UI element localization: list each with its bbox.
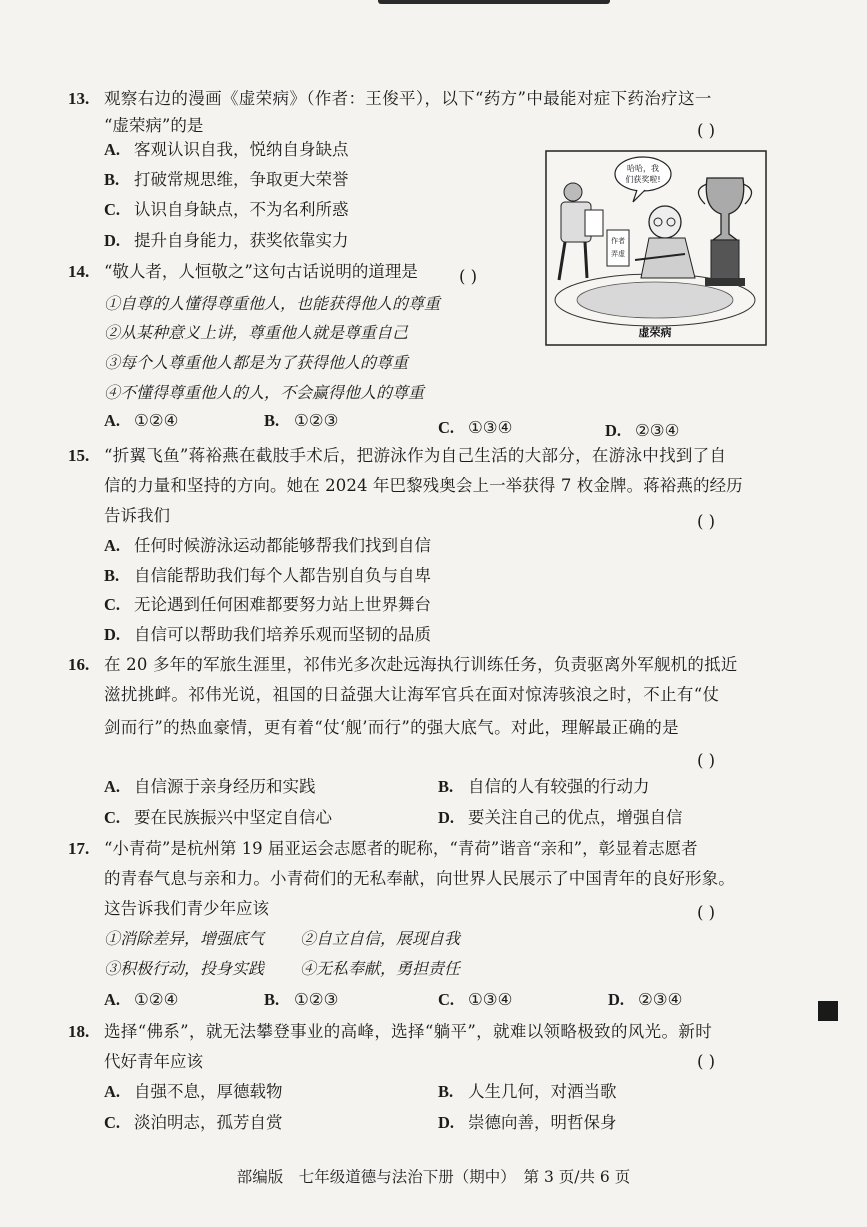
q15-option-c: C. 无论遇到任何困难都要努力站上世界舞台	[104, 595, 431, 614]
q14-option-d: D. ②③④	[605, 421, 680, 440]
q13-option-a: A. 客观认识自我，悦纳自身缺点	[104, 140, 349, 159]
q16-option-c: C. 要在民族振兴中坚定自信心	[104, 808, 332, 827]
q17-stem-line2: 的青春气息与亲和力。小青荷们的无私奉献，向世界人民展示了中国青年的良好形象。	[104, 869, 735, 888]
q14-statement-1: ①自尊的人懂得尊重他人，也能获得他人的尊重	[104, 294, 441, 313]
q16-answer-paren: ( )	[697, 751, 716, 770]
q18-stem-line2: 代好青年应该	[104, 1052, 203, 1071]
q14-stem: “敬人者，人恒敬之”这句古话说明的道理是	[104, 262, 418, 281]
q17-stem-line1: “小青荷”是杭州第 19 届亚运会志愿者的昵称，“青荷”谐音“亲和”，彰显着志愿者	[104, 839, 698, 858]
q17-statement-3: ③积极行动，投身实践	[104, 959, 265, 978]
cartoon-bubble-text-1: 哈哈，我	[627, 164, 659, 173]
q18-option-c: C. 淡泊明志，孤芳自赏	[104, 1113, 283, 1132]
q17-answer-paren: ( )	[697, 903, 716, 922]
q17-option-b: B. ①②③	[264, 990, 339, 1009]
q13-stem-line1: 观察右边的漫画《虚荣病》（作者：王俊平），以下“药方”中最能对症下药治疗这一	[104, 89, 712, 108]
q16-option-d: D. 要关注自己的优点，增强自信	[438, 808, 683, 827]
q18-option-b: B. 人生几何，对酒当歌	[438, 1082, 617, 1101]
cartoon-bubble-text-2: 们获奖啦!	[625, 175, 661, 184]
q17-statement-4: ④无私奉献，勇担责任	[300, 959, 461, 978]
cartoon-caption: 虚荣病	[638, 326, 672, 339]
q14-statement-3: ③每个人尊重他人都是为了获得他人的尊重	[104, 353, 409, 372]
q13-number: 13.	[68, 89, 90, 108]
q17-option-d: D. ②③④	[608, 990, 683, 1009]
q15-answer-paren: ( )	[697, 512, 716, 531]
cartoon-sign-text-1: 作者	[611, 237, 625, 245]
q17-statement-1: ①消除差异，增强底气	[104, 929, 265, 948]
q16-option-a: A. 自信源于亲身经历和实践	[104, 777, 316, 796]
page-top-edge	[378, 0, 610, 4]
q14-option-c: C. ①③④	[438, 418, 513, 437]
q17-statement-2: ②自立自信，展现自我	[300, 929, 461, 948]
q13-option-c: C. 认识自身缺点，不为名利所惑	[104, 200, 349, 219]
q13-answer-paren: ( )	[697, 121, 716, 140]
vanity-cartoon-illustration	[545, 150, 767, 346]
q16-stem-line3: 剑而行”的热血豪情，更有着“仗‘舰’而行”的强大底气。对此，理解最正确的是	[104, 718, 679, 737]
q18-option-a: A. 自强不息，厚德载物	[104, 1082, 283, 1101]
q18-number: 18.	[68, 1022, 90, 1041]
q14-number: 14.	[68, 262, 90, 281]
q14-statement-4: ④不懂得尊重他人的人，不会赢得他人的尊重	[104, 383, 425, 402]
q18-option-d: D. 崇德向善，明哲保身	[438, 1113, 617, 1132]
q14-answer-paren: ( )	[459, 267, 478, 286]
page-footer: 部编版 七年级道德与法治下册（期中） 第 3 页/共 6 页	[236, 1168, 631, 1186]
q15-stem-line1: “折翼飞鱼”蒋裕燕在截肢手术后，把游泳作为自己生活的大部分，在游泳中找到了自	[104, 446, 727, 465]
q14-statement-2: ②从某种意义上讲，尊重他人就是尊重自己	[104, 323, 409, 342]
q16-option-b: B. 自信的人有较强的行动力	[438, 777, 650, 796]
q17-option-a: A. ①②④	[104, 990, 179, 1009]
q13-stem-line2: “虚荣病”的是	[104, 116, 204, 135]
q15-option-a: A. 任何时候游泳运动都能够帮我们找到自信	[104, 536, 431, 555]
q16-stem-line1: 在 20 多年的军旅生涯里，祁伟光多次赴远海执行训练任务，负责驱离外军舰机的抵近	[104, 655, 738, 674]
q15-number: 15.	[68, 446, 90, 465]
q17-stem-line3: 这告诉我们青少年应该	[104, 899, 269, 918]
q18-answer-paren: ( )	[697, 1052, 716, 1071]
q17-option-c: C. ①③④	[438, 990, 513, 1009]
q18-stem-line1: 选择“佛系”，就无法攀登事业的高峰，选择“躺平”，就难以领略极致的风光。新时	[104, 1022, 713, 1041]
q14-option-a: A. ①②④	[104, 411, 179, 430]
q13-option-b: B. 打破常规思维，争取更大荣誉	[104, 170, 349, 189]
q15-stem-line3: 告诉我们	[104, 506, 170, 525]
q15-option-d: D. 自信可以帮助我们培养乐观而坚韧的品质	[104, 625, 431, 644]
edge-mark	[818, 1001, 838, 1021]
q16-stem-line2: 滋扰挑衅。祁伟光说，祖国的日益强大让海军官兵在面对惊涛骇浪之时，不止有“仗	[104, 685, 720, 704]
q17-number: 17.	[68, 839, 90, 858]
q15-stem-line2: 信的力量和坚持的方向。她在 2024 年巴黎残奥会上一举获得 7 枚金牌。蒋裕燕的经历	[104, 476, 743, 495]
q16-number: 16.	[68, 655, 90, 674]
cartoon-sign-text-2: 弄虚	[611, 250, 625, 258]
q14-option-b: B. ①②③	[264, 411, 339, 430]
q15-option-b: B. 自信能帮助我们每个人都告别自负与自卑	[104, 566, 431, 585]
q13-option-d: D. 提升自身能力，获奖依靠实力	[104, 231, 349, 250]
